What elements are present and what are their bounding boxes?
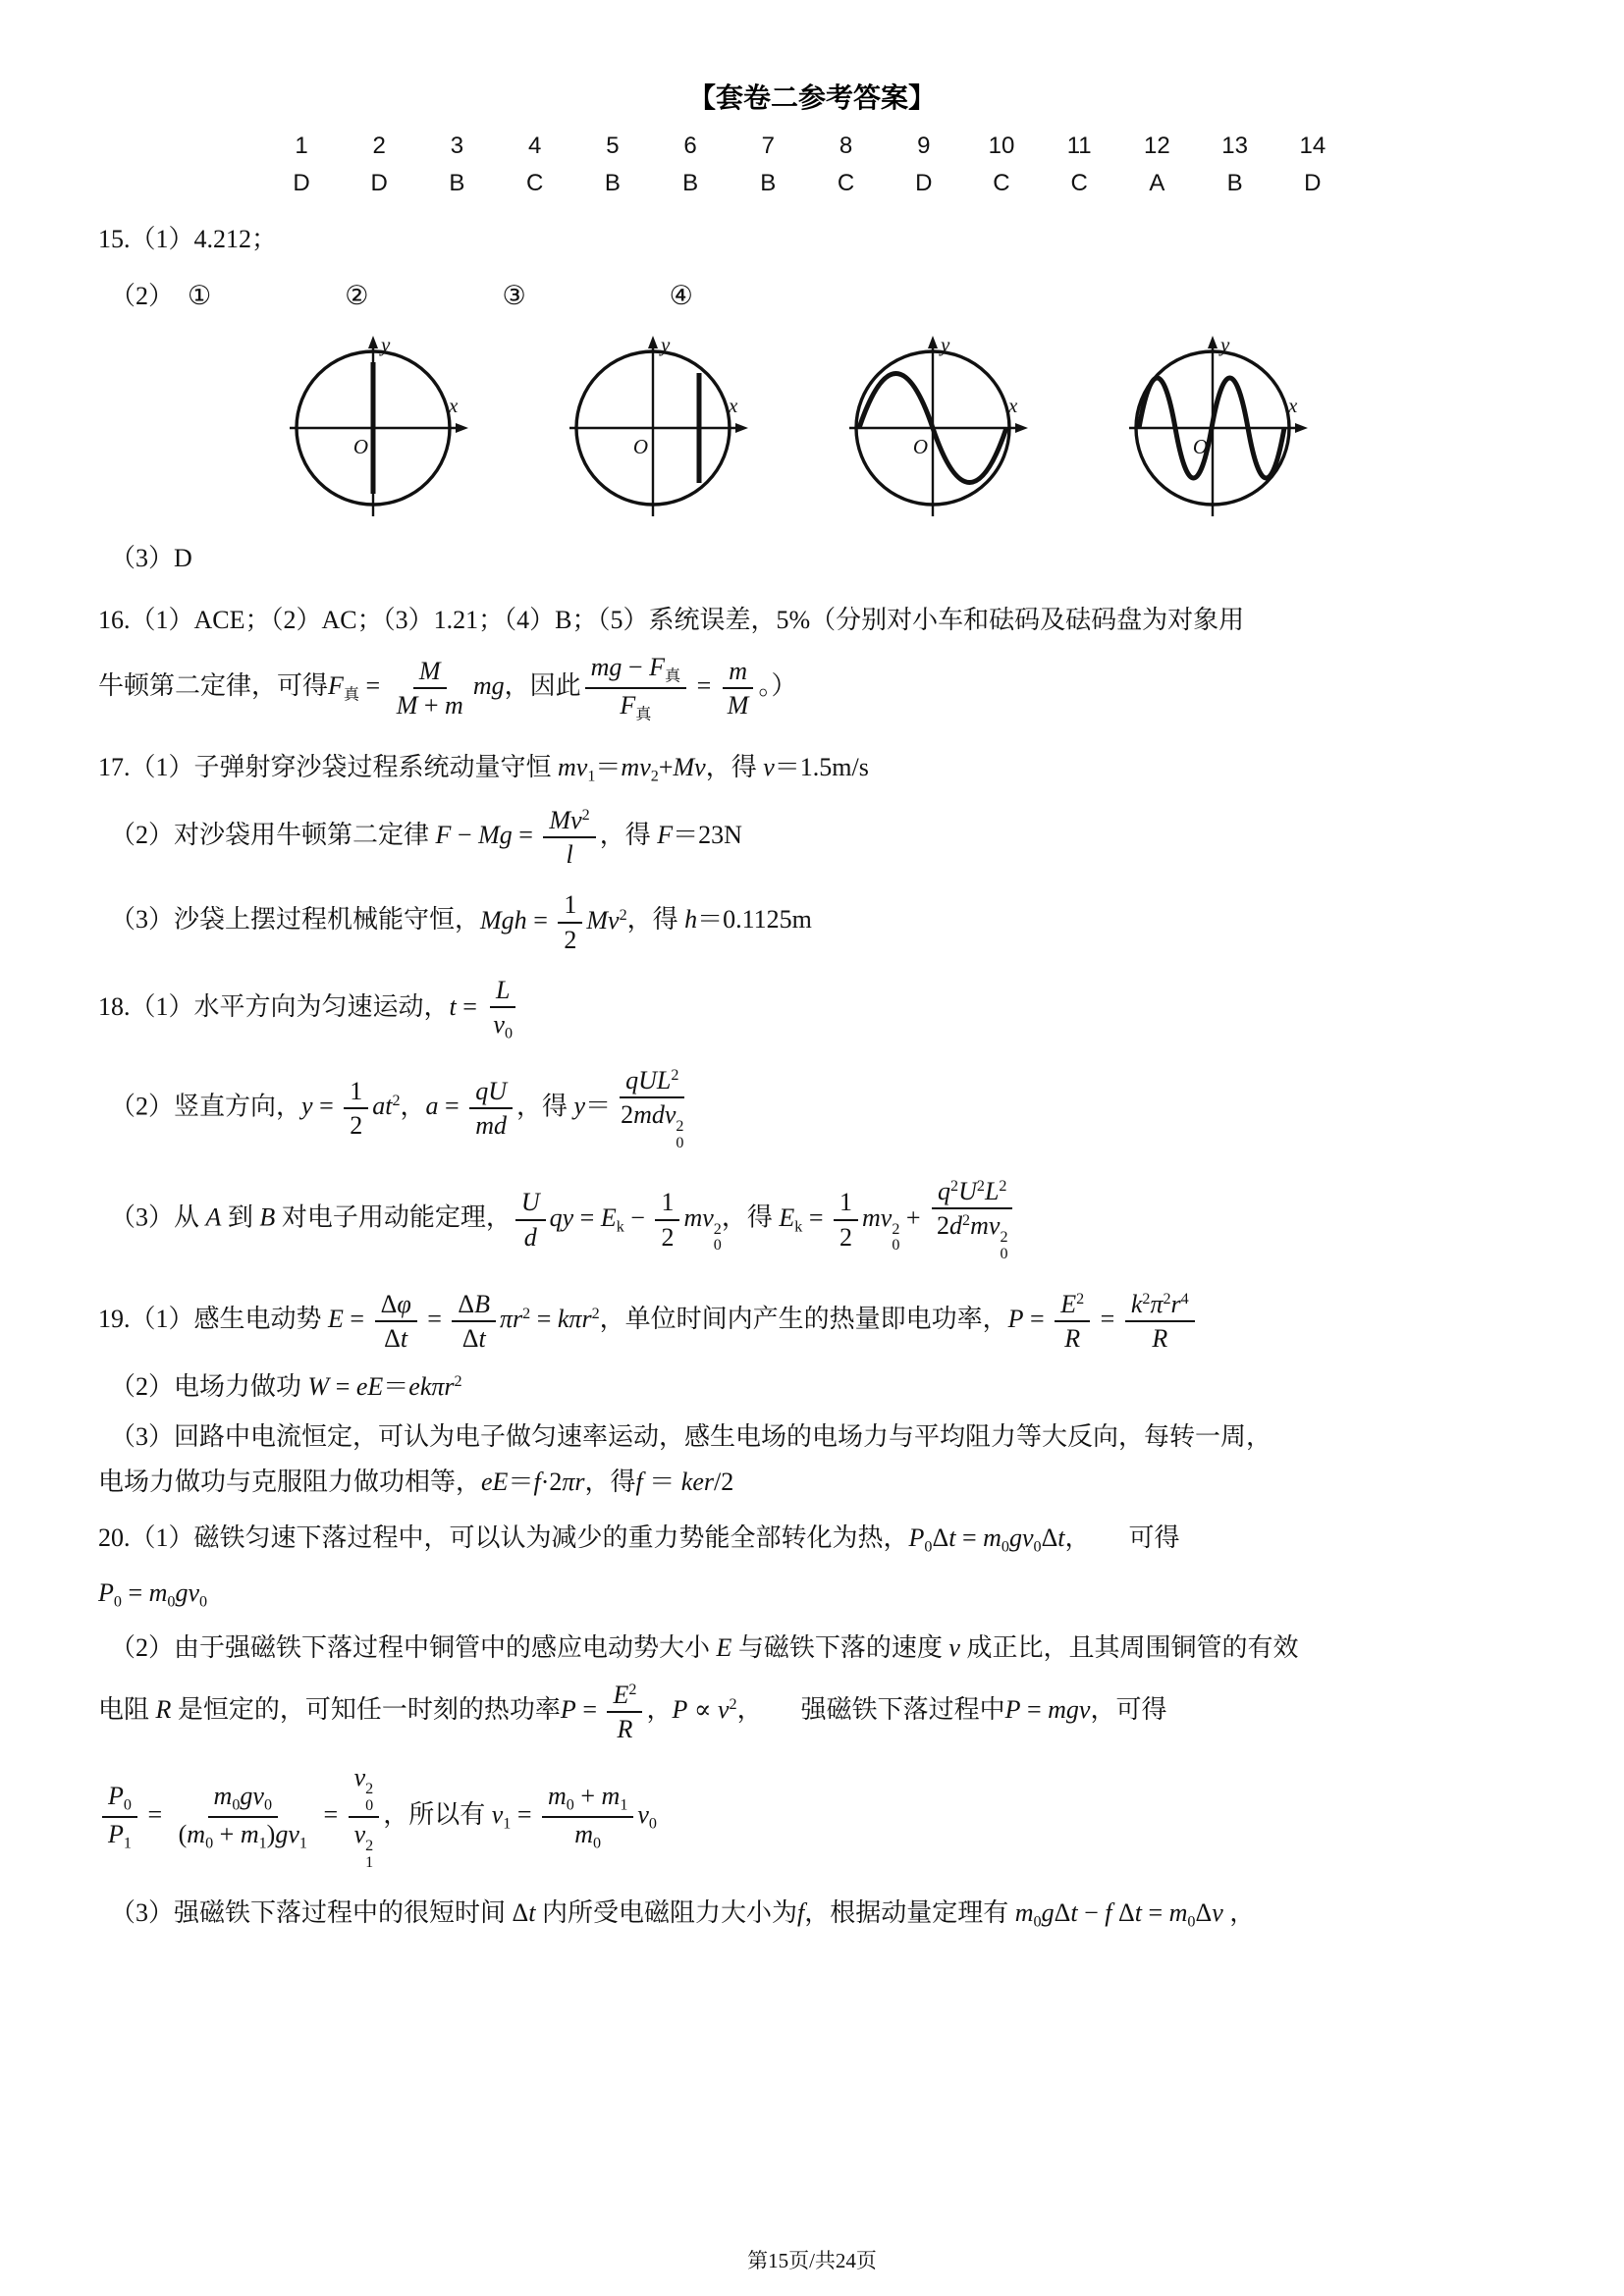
question-number: 4 bbox=[527, 133, 542, 159]
x-axis-label: x bbox=[1288, 394, 1298, 418]
q15-part1: 15.（1）4.212； bbox=[98, 225, 278, 253]
answer-letter: D bbox=[370, 170, 388, 196]
option-2-mark: ② bbox=[345, 280, 369, 310]
q15-part3: （3）D bbox=[110, 544, 192, 573]
page-title: 【套卷二参考答案】 bbox=[687, 82, 936, 113]
question-number: 13 bbox=[1221, 133, 1248, 159]
q19-line4: 电场力做功与克服阻力做功相等，eE＝f·2πr，得f ＝ ker/2 bbox=[98, 1468, 734, 1497]
answer-column bbox=[285, 132, 318, 198]
q20-line5: $\frac{P_0}{P_1}$ = $\frac{m_0gv_0}{(m_0 + m_1)gv_1}$ = v 2 0 v 2 1 ，所以有 $v_1$ = $\frac{m_0 + m_1}{m_0}$ $v_0$ bbox=[98, 1762, 1526, 1872]
x-axis-label: x bbox=[449, 394, 459, 418]
q18-line1: 18.（1）水平方向为匀速运动，t = $\frac{L}{v_0}$ bbox=[98, 975, 1526, 1043]
answer-letter: B bbox=[449, 170, 465, 196]
answer-column bbox=[1218, 132, 1252, 198]
answer-column bbox=[907, 132, 941, 198]
answer-column bbox=[751, 132, 785, 198]
q15-figure-2-vertical-segment-offset bbox=[560, 330, 756, 521]
option-1-mark: ① bbox=[188, 280, 212, 310]
x-axis-label: x bbox=[729, 394, 738, 418]
answer-letter: D bbox=[915, 170, 933, 196]
q20-line2: $P_0 = m_0gv_0$ bbox=[98, 1577, 208, 1611]
answer-letter: B bbox=[604, 170, 621, 196]
question-number: 2 bbox=[372, 133, 386, 159]
q18-line2: （2）竖直方向，y = $\frac{1}{2}$ $at^2$，a = $\frac{qU}{md}$ ，得 y＝ qUL$^2$ 2mdv 2 0 bbox=[110, 1065, 684, 1152]
q20-line1: 20.（1）磁铁匀速下落过程中，可以认为减少的重力势能全部转化为热，$P_0\Delta t = m_0gv_0\Delta t$， 可得 bbox=[98, 1522, 1180, 1556]
question-number: 10 bbox=[988, 133, 1015, 159]
origin-label: O bbox=[912, 435, 928, 459]
origin-label: O bbox=[632, 435, 648, 459]
question-number: 12 bbox=[1144, 133, 1170, 159]
answer-column bbox=[596, 132, 629, 198]
y-axis-label: y bbox=[381, 333, 391, 357]
q20-line6: （3）强磁铁下落过程中的很短时间 Δt 内所受电磁阻力大小为f，根据动量定理有 $m_0g\Delta t - f$ $\Delta t = m_0\Delta v$ ， bbox=[110, 1898, 1256, 1931]
q19-line2: （2）电场力做功 W = eE＝ekπr$^2$ bbox=[110, 1372, 462, 1402]
answer-letter: C bbox=[993, 170, 1010, 196]
q15-figure-3-single-sine-wave bbox=[839, 330, 1036, 521]
q15-part2-options bbox=[98, 280, 1526, 313]
y-axis-label: y bbox=[661, 333, 671, 357]
q18-line3: （3）从 A 到 B 对电子用动能定理， $\frac{U}{d}$ qy = $E_k$ − $\frac{1}{2}$ mv 2 0 ，得 $E_k$ = $\frac{1}{2}$ mv 2 0 + $q^2U^2L^2$ $2d^2mv$ 2 0 bbox=[98, 1176, 1526, 1263]
q20-line4: 电阻 R 是恒定的，可知任一时刻的热功率P = $\frac{E^2}{R}$ ，$P \propto v^2$， 强磁铁下落过程中P = mgv，可得 bbox=[98, 1681, 1167, 1744]
q15-figure-4-double-sine-wave bbox=[1119, 330, 1316, 521]
q17-line3: （3）沙袋上摆过程机械能守恒，Mgh = $\frac{1}{2}$ Mv$^2$，得 h＝0.1125m bbox=[110, 890, 812, 954]
answer-letter: C bbox=[525, 170, 544, 196]
question-number: 7 bbox=[761, 133, 775, 159]
x-axis-label: x bbox=[1008, 394, 1018, 418]
answer-letter: C bbox=[1070, 170, 1088, 196]
answer-table bbox=[285, 132, 1329, 198]
question-number: 14 bbox=[1299, 133, 1326, 159]
question-number: 9 bbox=[917, 133, 931, 159]
option-3-mark: ③ bbox=[502, 280, 526, 310]
q19-line3: （3）回路中电流恒定，可认为电子做匀速率运动，感生电场的电场力与平均阻力等大反向，每转一周， bbox=[110, 1421, 1272, 1451]
question-number: 8 bbox=[839, 133, 853, 159]
question-number: 6 bbox=[683, 133, 697, 159]
answer-column bbox=[1140, 132, 1173, 198]
answer-column bbox=[674, 132, 707, 198]
question-number: 5 bbox=[606, 133, 620, 159]
q17-line2: （2）对沙袋用牛顿第二定律 F − Mg = $\frac{Mv^2}{l}$ ，得 F＝23N bbox=[110, 806, 742, 870]
question-number: 11 bbox=[1066, 133, 1092, 159]
answer-letter: C bbox=[837, 170, 855, 196]
q15-part2-label: （2） bbox=[110, 281, 175, 310]
page-number: 第15页/共24页 bbox=[747, 2249, 877, 2272]
answer-letter: B bbox=[760, 170, 777, 196]
question-number: 1 bbox=[295, 133, 308, 159]
q19-line1: 19.（1）感生电动势 E = $\frac{\Delta\varphi}{\Delta t}$ = $\frac{\Delta B}{\Delta t}$ $\pi r^2 = k\pi r^2$，单位时间内产生的热量即电功率，P = $\frac{E^2}{R}$ = $\frac{k^2\pi^2r^4}{R}$ bbox=[98, 1289, 1526, 1354]
question-number: 3 bbox=[450, 133, 464, 159]
y-axis-label: y bbox=[1220, 333, 1230, 357]
q20-line3: （2）由于强磁铁下落过程中铜管中的感应电动势大小 E 与磁铁下落的速度 v 成正比，且其周围铜管的有效 bbox=[110, 1632, 1299, 1662]
option-4-mark: ④ bbox=[669, 280, 693, 310]
answer-column bbox=[830, 132, 863, 198]
answer-column bbox=[1062, 132, 1096, 198]
answer-letter: A bbox=[1149, 170, 1165, 196]
answer-letter: D bbox=[1304, 170, 1322, 196]
answer-letter: B bbox=[682, 170, 699, 196]
origin-label: O bbox=[352, 435, 368, 459]
answer-column bbox=[985, 132, 1018, 198]
answer-column bbox=[518, 132, 552, 198]
q15-figure-1-vertical-segment-on-axis bbox=[280, 330, 476, 521]
answer-column bbox=[1296, 132, 1329, 198]
y-axis-label: y bbox=[941, 333, 950, 357]
origin-label: O bbox=[1192, 435, 1208, 459]
answer-letter: B bbox=[1226, 170, 1243, 196]
answer-letter: D bbox=[293, 170, 310, 196]
q16-line2: 牛顿第二定律，可得$F_真$ = $\frac{M}{M + m}$ mg，因此 $\frac{mg - F_真}{F_真}$ = $\frac{m}{M}$ 。） bbox=[98, 653, 797, 723]
q16-line1: 16.（1）ACE；（2）AC；（3）1.21；（4）B；（5）系统误差，5%（分别对小车和砝码及砝码盘为对象用 bbox=[98, 605, 1245, 634]
q17-line1: 17.（1）子弹射穿沙袋过程系统动量守恒 $mv_1=mv_2+Mv$，得 v＝1.5m/s bbox=[98, 753, 869, 785]
answer-column bbox=[440, 132, 473, 198]
answer-column bbox=[362, 132, 396, 198]
q15-figures bbox=[280, 330, 1526, 521]
